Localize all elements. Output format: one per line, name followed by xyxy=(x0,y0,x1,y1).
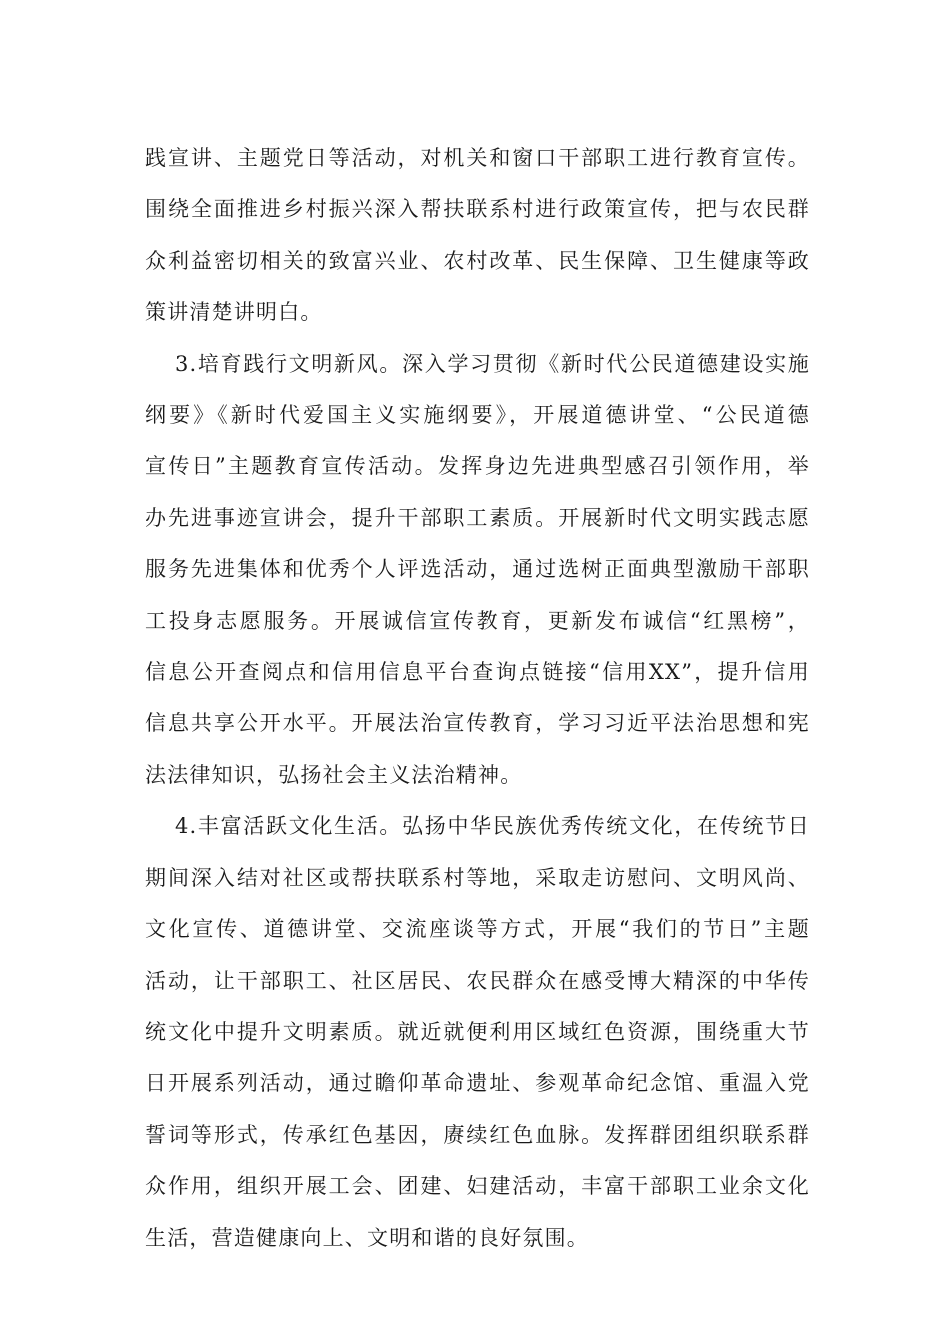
paragraph-2 xyxy=(145,339,810,802)
text-line: 工投身志愿服务。开展诚信宣传教育，更新发布诚信“红黑榜”， xyxy=(145,608,810,633)
text-line: 策讲清楚讲明白。 xyxy=(145,300,323,325)
text-line: 期间深入结对社区或帮扶联系村等地，采取走访慰问、文明风尚、 xyxy=(145,865,810,890)
paragraph-3 xyxy=(145,801,810,1264)
text-line: 信息公开查阅点和信用信息平台查询点链接“信用XX”，提升信用 xyxy=(145,660,810,685)
text-line: 宣传日”主题教育宣传活动。发挥身边先进典型感召引领作用，举 xyxy=(145,454,810,479)
text-line: 众作用，组织开展工会、团建、妇建活动，丰富干部职工业余文化 xyxy=(145,1174,810,1199)
text-line: 信息共享公开水平。开展法治宣传教育，学习习近平法治思想和宪 xyxy=(145,711,810,736)
text-line: 法法律知识，弘扬社会主义法治精神。 xyxy=(145,762,523,787)
document-body xyxy=(145,133,810,1264)
text-line: 日开展系列活动，通过瞻仰革命遗址、参观革命纪念馆、重温入党 xyxy=(145,1071,810,1096)
text-line: 4.丰富活跃文化生活。弘扬中华民族优秀传统文化，在传统节日 xyxy=(175,814,810,839)
text-line: 3.培育践行文明新风。深入学习贯彻《新时代公民道德建设实施 xyxy=(175,351,810,376)
text-line: 生活，营造健康向上、文明和谐的良好氛围。 xyxy=(145,1225,589,1250)
text-line: 服务先进集体和优秀个人评选活动，通过选树正面典型激励干部职 xyxy=(145,557,810,582)
text-line: 誓词等形式，传承红色基因，赓续红色血脉。发挥群团组织联系群 xyxy=(145,1122,810,1147)
paragraph-1 xyxy=(145,133,810,339)
text-line: 办先进事迹宣讲会，提升干部职工素质。开展新时代文明实践志愿 xyxy=(145,505,810,530)
text-line: 文化宣传、道德讲堂、交流座谈等方式，开展“我们的节日”主题 xyxy=(145,917,810,942)
text-line: 活动，让干部职工、社区居民、农民群众在感受博大精深的中华传 xyxy=(145,968,810,993)
text-line: 围绕全面推进乡村振兴深入帮扶联系村进行政策宣传，把与农民群 xyxy=(145,197,810,222)
text-line: 统文化中提升文明素质。就近就便利用区域红色资源，围绕重大节 xyxy=(145,1019,810,1044)
text-line: 践宣讲、主题党日等活动，对机关和窗口干部职工进行教育宣传。 xyxy=(145,146,810,170)
text-line: 纲要》《新时代爱国主义实施纲要》，开展道德讲堂、“公民道德 xyxy=(145,403,810,428)
text-line: 众利益密切相关的致富兴业、农村改革、民生保障、卫生健康等政 xyxy=(145,248,810,273)
